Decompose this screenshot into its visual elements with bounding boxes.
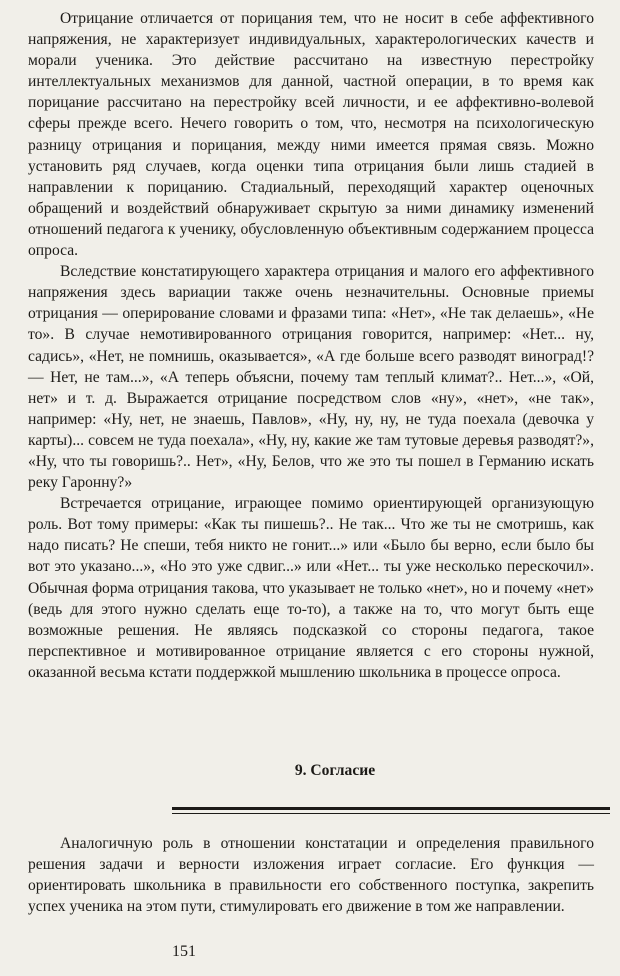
section-body	[28, 833, 594, 917]
paragraph-2: Вследствие констатирующего характера отрицания и малого его аффективного напряжения здесь вариации также очень незначительны. Основные приемы отрицания — оперирование словами и фразами типа: «Нет», «Не так делаешь», «Не то». В случае немотивированного отрицания говорится, например: «Нет... ну, садись», «Нет, не помнишь, оказывается», «А где больше всего разводят виноград!? — Нет, не там...», «А теперь объясни, почему там теплый климат?.. Нет...», «Ой, нет» и т. д. Выражается отрицание посредством слов «ну», «нет», «не так», например: «Ну, нет, не знаешь, Павлов», «Ну, ну, ну, не туда поехала (девочка у карты)... совсем не туда поехала», «Ну, ну, какие же там тутовые деревья разводят?», «Ну, что ты говоришь?.. Нет», «Ну, Белов, что же это ты пошел в Германию искать реку Гаронну?»	[28, 263, 594, 492]
body-text	[28, 8, 594, 683]
section-rule-thick	[172, 807, 610, 810]
section-heading: 9. Согласие	[294, 762, 376, 779]
page-number: 151	[172, 943, 196, 960]
paragraph-3: Встречается отрицание, играющее помимо ориентирующей организующую роль. Вот тому примеры: «Как ты пишешь?.. Не так... Что же ты не смотришь, как надо писать? Не спеши, тебя никто не гонит...» или «Было бы верно, если было бы вот это указано...», «Но это уже сдвиг...» или «Нет... ты уже несколько перескочил». Обычная форма отрицания такова, что указывает не только «нет», но и почему «нет» (ведь для этого нужно сделать еще то-то), а также на то, что могут быть еще возможные решения. Не являясь подсказкой со стороны педагога, такое перспективное и мотивированное отрицание является с его стороны нужной, оказанной весьма кстати поддержкой мышлению школьника в процессе опроса.	[28, 495, 594, 681]
section-rule-thin	[172, 813, 610, 814]
section-paragraph: Аналогичную роль в отношении констатации и определения правильного решения задачи и верности изложения играет согласие. Его функция — ориентировать школьника в правильности его собственного поступка, закрепить успех ученика на этом пути, стимулировать его движение в том же направлении.	[28, 835, 594, 916]
paragraph-1: Отрицание отличается от порицания тем, что не носит в себе аффективного напряжения, не характеризует индивидуальных, характерологических качеств и морали ученика. Это действие рассчитано на известную перестройку интеллектуальных механизмов для данной, частной операции, в то время как порицание рассчитано на перестройку всей личности, и ее аффективно-волевой сферы прежде всего. Нечего говорить о том, что, несмотря на психологическую разницу отрицания и порицания, между ними имеется прямая связь. Можно установить ряд случаев, когда оценки типа отрицания были лишь стадией в направлении к порицанию. Стадиальный, переходящий характер оценочных обращений и воздействий обнаруживает скрытую за ними динамику изменений отношений педагога к ученику, обусловленную объективным содержанием процесса опроса.	[28, 10, 594, 260]
